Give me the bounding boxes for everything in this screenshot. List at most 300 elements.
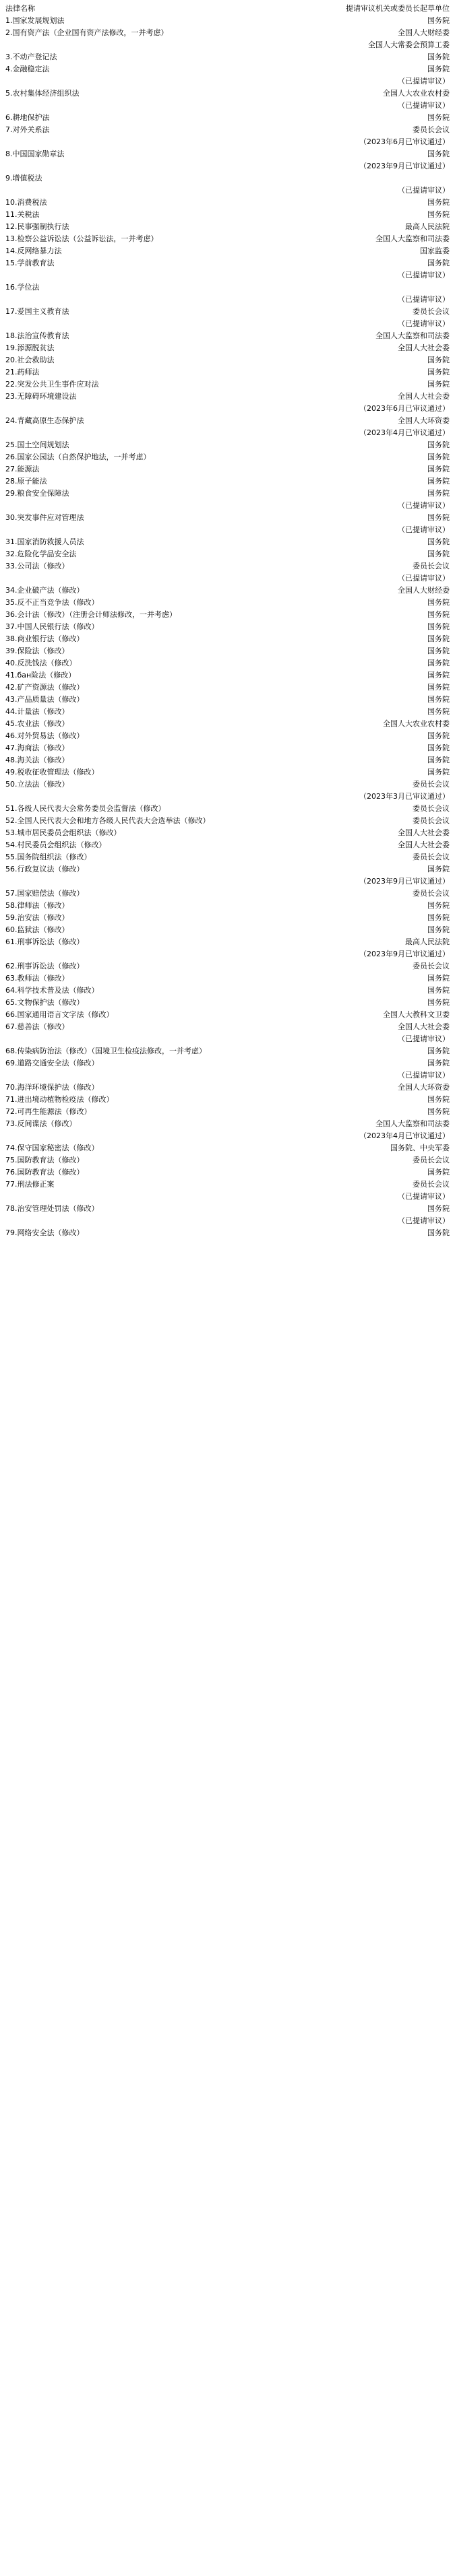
table-row <box>4 803 451 815</box>
law-name-cell: 1.国家发展规划法 <box>5 16 65 25</box>
law-name-cell: 72.可再生能源法（修改） <box>5 1107 92 1116</box>
submitting-org-cell: 国务院 <box>427 210 450 219</box>
submitting-org-cell: 国务院 <box>427 1059 450 1067</box>
table-row <box>4 221 451 233</box>
law-name-cell: 7.对外关系法 <box>5 125 50 134</box>
table-row <box>4 257 451 269</box>
table-row <box>4 572 451 585</box>
table-row <box>4 1069 451 1082</box>
submitting-org-cell: 委员长会议 <box>413 962 450 970</box>
table-row <box>4 512 451 524</box>
table-row <box>4 354 451 366</box>
law-name-cell <box>4 1033 245 1045</box>
submitting-org-cell: 国务院 <box>427 647 450 655</box>
law-name-cell: 47.海商法（修改） <box>5 744 69 752</box>
law-name-cell <box>4 524 245 536</box>
law-name-cell <box>4 876 245 888</box>
table-row <box>4 779 451 791</box>
table-row <box>4 827 451 839</box>
law-name-cell: 6.耕地保护法 <box>5 113 50 122</box>
law-name-cell: 42.矿产资源法（修改） <box>5 683 84 692</box>
table-row <box>4 403 451 415</box>
table-row <box>4 15 451 27</box>
table-row <box>4 124 451 136</box>
header-row <box>4 3 451 15</box>
law-name-cell: 69.道路交通安全法（修改） <box>5 1059 99 1067</box>
law-name-cell: 37.中国人民银行法（修改） <box>5 622 99 631</box>
submitting-org-cell: 全国人大社会委 <box>398 1022 450 1031</box>
law-name-cell: 68.传染病防治法（修改）（国境卫生检疫法修改，一并考虑） <box>5 1047 206 1055</box>
law-name-cell: 11.关税法 <box>5 210 40 219</box>
law-name-cell: 55.国务院组织法（修改） <box>5 853 92 861</box>
table-row <box>4 439 451 451</box>
submitting-org-cell: 国务院 <box>427 477 450 486</box>
law-name-cell: 5.农村集体经济组织法 <box>5 89 80 98</box>
submitting-org-cell: 全国人大监察和司法委 <box>375 1119 450 1128</box>
submitting-org-cell: （2023年9月已审议通过） <box>359 877 450 886</box>
law-name-cell: 2.国有资产法（企业国有资产法修改，一并考虑） <box>5 28 169 37</box>
submitting-org-cell: （已提请审议） <box>398 101 450 110</box>
submitting-org-cell: 全国人大社会委 <box>398 392 450 401</box>
table-row <box>4 1094 451 1106</box>
table-row <box>4 560 451 572</box>
law-name-cell: 63.教师法（修改） <box>5 974 69 983</box>
law-name-cell <box>4 318 245 330</box>
law-name-cell: 36.会计法（修改）（注册会计师法修改，一并考虑） <box>5 610 177 619</box>
submitting-org-cell: 委员长会议 <box>413 562 450 570</box>
submitting-org-cell: 国家监委 <box>420 246 450 255</box>
law-name-cell: 14.反网络暴力法 <box>5 246 62 255</box>
table-row <box>4 1106 451 1118</box>
table-row <box>4 391 451 403</box>
submitting-org-cell: （已提请审议） <box>398 501 450 510</box>
law-name-cell: 61.刑事诉讼法（修改） <box>5 937 84 946</box>
law-name-cell <box>4 39 245 51</box>
table-row <box>4 27 451 39</box>
law-name-cell: 59.治安法（修改） <box>5 913 69 922</box>
submitting-org-cell: 国务院 <box>427 380 450 389</box>
table-row <box>4 451 451 463</box>
submitting-org-cell: （2023年4月已审议通过） <box>359 1131 450 1140</box>
table-row <box>4 730 451 742</box>
table-row <box>4 609 451 621</box>
submitting-org-cell: 全国人大农业农村委 <box>383 719 450 728</box>
law-name-cell: 74.保守国家秘密法（修改） <box>5 1144 99 1152</box>
law-name-cell: 35.反不正当竞争法（修改） <box>5 598 99 607</box>
submitting-org-cell: 国务院 <box>427 550 450 558</box>
law-name-cell <box>4 160 245 172</box>
table-row <box>4 900 451 912</box>
law-name-cell: 48.海关法（修改） <box>5 756 69 764</box>
submitting-org-cell: 全国人大监察和司法委 <box>375 331 450 340</box>
table-row <box>4 488 451 500</box>
table-row <box>4 75 451 88</box>
table-row <box>4 88 451 100</box>
law-name-cell: 49.税收征收管理法（修改） <box>5 768 99 777</box>
law-name-cell: 21.药师法 <box>5 368 40 376</box>
table-row <box>4 706 451 718</box>
law-name-cell: 66.国家通用语言文字法（修改） <box>5 1010 114 1019</box>
table-row <box>4 645 451 657</box>
submitting-org-cell: 全国人大教科文卫委 <box>383 1010 450 1019</box>
law-name-cell: 10.消费税法 <box>5 198 47 207</box>
submitting-org-cell <box>245 172 451 185</box>
submitting-org-cell: 国务院 <box>427 440 450 449</box>
submitting-org-cell: （已提请审议） <box>398 1034 450 1043</box>
submitting-org-cell: 国务院 <box>427 356 450 364</box>
table-row <box>4 366 451 378</box>
law-name-cell: 44.计量法（修改） <box>5 707 69 716</box>
law-name-cell <box>4 294 245 306</box>
law-name-cell: 79.网络安全法（修改） <box>5 1228 84 1237</box>
law-name-cell: 45.农业法（修改） <box>5 719 69 728</box>
table-row <box>4 245 451 257</box>
table-row <box>4 815 451 827</box>
submitting-org-cell: 国务院 <box>427 659 450 667</box>
law-name-cell: 71.进出境动植物检疫法（修改） <box>5 1095 114 1104</box>
header-law-name: 法律名称 <box>5 4 35 13</box>
law-name-cell: 75.国防教育法（修改） <box>5 1156 84 1164</box>
submitting-org-cell: 国务院 <box>427 537 450 546</box>
table-row <box>4 1130 451 1142</box>
law-name-cell: 78.治安管理处罚法（修改） <box>5 1204 99 1213</box>
table-row <box>4 766 451 779</box>
law-name-cell: 16.学位法 <box>5 283 40 292</box>
submitting-org-cell: （已提请审议） <box>398 1216 450 1225</box>
table-row <box>4 415 451 427</box>
law-name-cell: 50.立法法（修改） <box>5 780 69 789</box>
law-name-cell <box>4 1069 245 1082</box>
table-row <box>4 742 451 754</box>
law-name-cell: 28.原子能法 <box>5 477 47 486</box>
law-name-cell: 33.公司法（修改） <box>5 562 69 570</box>
table-row <box>4 185 451 197</box>
submitting-org-cell: 委员长会议 <box>413 816 450 825</box>
law-name-cell: 32.危险化学品安全法 <box>5 550 77 558</box>
table-row <box>4 536 451 548</box>
submitting-org-cell: 委员长会议 <box>413 853 450 861</box>
law-name-cell: 41.бан险法（修改） <box>5 671 76 680</box>
submitting-org-cell: 国务院、中央军委 <box>390 1144 450 1152</box>
law-name-cell: 29.粮食安全保障法 <box>5 489 69 498</box>
table-row <box>4 378 451 391</box>
submitting-org-cell: 全国人大财经委 <box>398 28 450 37</box>
submitting-org-cell: （2023年9月已审议通过） <box>359 162 450 170</box>
law-name-cell: 3.不动产登记法 <box>5 53 57 61</box>
table-row <box>4 888 451 900</box>
table-row <box>4 912 451 924</box>
submitting-org-cell: 国务院 <box>427 683 450 692</box>
law-name-cell: 18.法治宣传教育法 <box>5 331 69 340</box>
table-row <box>4 282 451 294</box>
submitting-org-cell: 国务院 <box>427 453 450 461</box>
submitting-org-cell: 国务院 <box>427 198 450 207</box>
law-name-cell: 43.产品质量法（修改） <box>5 695 84 704</box>
table-row <box>4 269 451 282</box>
law-name-cell: 62.刑事诉讼法（修改） <box>5 962 84 970</box>
table-row <box>4 754 451 766</box>
submitting-org-cell: 国务院 <box>427 150 450 158</box>
submitting-org-cell: 国务院 <box>427 1047 450 1055</box>
submitting-org-cell: 国务院 <box>427 744 450 752</box>
submitting-org-cell: 全国人大环资委 <box>398 1083 450 1092</box>
submitting-org-cell: （已提请审议） <box>398 186 450 195</box>
law-name-cell: 19.添源脱贫法 <box>5 343 55 352</box>
submitting-org-cell: （已提请审议） <box>398 1192 450 1201</box>
law-name-cell: 23.无障碍环境建设法 <box>5 392 77 401</box>
submitting-org-cell: 国务院 <box>427 974 450 983</box>
submitting-org-cell: 国务院 <box>427 53 450 61</box>
law-name-cell <box>4 100 245 112</box>
submitting-org-cell: （2023年4月已审议通过） <box>359 428 450 437</box>
submitting-org-cell: 国务院 <box>427 65 450 73</box>
submitting-org-cell: 国务院 <box>427 610 450 619</box>
table-row <box>4 863 451 876</box>
submitting-org-cell: 国务院 <box>427 865 450 873</box>
table-row <box>4 1142 451 1154</box>
table-header <box>4 3 451 15</box>
table-row <box>4 876 451 888</box>
law-name-cell: 9.增值税法 <box>5 174 42 183</box>
law-name-cell: 57.国家赔偿法（修改） <box>5 889 84 898</box>
table-row <box>4 548 451 560</box>
legislative-plan-table <box>4 3 451 1239</box>
law-name-cell <box>4 427 245 439</box>
law-name-cell <box>4 948 245 960</box>
law-name-cell: 53.城市居民委员会组织法（修改） <box>5 828 121 837</box>
table-row <box>4 657 451 669</box>
law-name-cell: 20.社会救助法 <box>5 356 55 364</box>
submitting-org-cell: 国务院 <box>427 1204 450 1213</box>
submitting-org-cell: 国务院 <box>427 768 450 777</box>
law-name-cell: 70.海洋环境保护法（修改） <box>5 1083 99 1092</box>
table-row <box>4 148 451 160</box>
table-row <box>4 1203 451 1215</box>
submitting-org-cell: （2023年9月已审议通过） <box>359 950 450 958</box>
law-name-cell: 12.民事强制执行法 <box>5 222 69 231</box>
legislative-plan-table-container <box>0 0 455 1246</box>
table-row <box>4 100 451 112</box>
table-row <box>4 1082 451 1094</box>
table-row <box>4 694 451 706</box>
table-row <box>4 1166 451 1179</box>
table-row <box>4 463 451 475</box>
submitting-org-cell: （已提请审议） <box>398 525 450 534</box>
law-name-cell: 64.科学技术普及法（修改） <box>5 986 99 995</box>
law-name-cell: 26.国家公园法（自然保护地法，一并考虑） <box>5 453 151 461</box>
table-row <box>4 597 451 609</box>
table-row <box>4 318 451 330</box>
submitting-org-cell: 全国人大监察和司法委 <box>375 234 450 243</box>
submitting-org-cell: 委员长会议 <box>413 804 450 813</box>
table-row <box>4 718 451 730</box>
table-row <box>4 1033 451 1045</box>
table-row <box>4 51 451 63</box>
table-row <box>4 209 451 221</box>
submitting-org-cell: 委员长会议 <box>413 1156 450 1164</box>
law-name-cell <box>4 185 245 197</box>
submitting-org-cell: 国务院 <box>427 756 450 764</box>
table-row <box>4 233 451 245</box>
table-row <box>4 936 451 948</box>
submitting-org-cell: 委员长会议 <box>413 125 450 134</box>
law-name-cell: 24.青藏高原生态保护法 <box>5 416 84 425</box>
law-name-cell: 39.保险法（修改） <box>5 647 69 655</box>
law-name-cell: 13.检察公益诉讼法（公益诉讼法，一并考虑） <box>5 234 158 243</box>
law-name-cell <box>4 403 245 415</box>
law-name-cell <box>4 572 245 585</box>
table-row <box>4 342 451 354</box>
table-row <box>4 1191 451 1203</box>
submitting-org-cell: 国务院 <box>427 489 450 498</box>
submitting-org-cell: 全国人大社会委 <box>398 343 450 352</box>
table-row <box>4 585 451 597</box>
submitting-org-cell: （已提请审议） <box>398 295 450 304</box>
table-row <box>4 524 451 536</box>
table-body <box>4 15 451 1239</box>
law-name-cell: 30.突发事件应对管理法 <box>5 513 84 522</box>
law-name-cell: 22.突发公共卫生事件应对法 <box>5 380 99 389</box>
submitting-org-cell: 全国人大常委会预算工委 <box>368 40 450 49</box>
law-name-cell <box>4 791 245 803</box>
law-name-cell: 60.监狱法（修改） <box>5 925 69 934</box>
submitting-org-cell: 国务院 <box>427 1095 450 1104</box>
table-row <box>4 839 451 851</box>
submitting-org-cell: 国务院 <box>427 1107 450 1116</box>
submitting-org-cell: 委员长会议 <box>413 1180 450 1189</box>
table-row <box>4 669 451 682</box>
law-name-cell: 34.企业破产法（修改） <box>5 586 84 595</box>
law-name-cell: 58.律师法（修改） <box>5 901 69 910</box>
submitting-org-cell: 国务院 <box>427 731 450 740</box>
table-row <box>4 1179 451 1191</box>
submitting-org-cell: 国务院 <box>427 598 450 607</box>
table-row <box>4 960 451 972</box>
submitting-org-cell: （2023年6月已审议通过） <box>359 404 450 413</box>
submitting-org-cell: 全国人大财经委 <box>398 586 450 595</box>
submitting-org-cell: （已提请审议） <box>398 271 450 279</box>
submitting-org-cell: 国务院 <box>427 513 450 522</box>
submitting-org-cell: （2023年3月已审议通过） <box>359 792 450 801</box>
law-name-cell: 31.国家消防救援人员法 <box>5 537 84 546</box>
table-row <box>4 306 451 318</box>
table-row <box>4 1227 451 1239</box>
law-name-cell: 52.全国人民代表大会和地方各级人民代表大会选举法（修改） <box>5 816 210 825</box>
law-name-cell <box>4 75 245 88</box>
submitting-org-cell: 国务院 <box>427 925 450 934</box>
table-row <box>4 427 451 439</box>
submitting-org-cell: （已提请审议） <box>398 574 450 583</box>
submitting-org-cell: 国务院 <box>427 901 450 910</box>
table-row <box>4 1215 451 1227</box>
submitting-org-cell: 国务院 <box>427 368 450 376</box>
submitting-org-cell: 国务院 <box>427 1228 450 1237</box>
submitting-org-cell: （已提请审议） <box>398 1071 450 1080</box>
submitting-org-cell: 国务院 <box>427 465 450 473</box>
law-name-cell <box>4 1130 245 1142</box>
submitting-org-cell: 国务院 <box>427 707 450 716</box>
law-name-cell: 73.反间谍法（修改） <box>5 1119 77 1128</box>
submitting-org-cell: 国务院 <box>427 634 450 643</box>
table-row <box>4 997 451 1009</box>
law-name-cell: 46.对外贸易法（修改） <box>5 731 84 740</box>
submitting-org-cell: 国务院 <box>427 1168 450 1177</box>
law-name-cell: 38.商业银行法（修改） <box>5 634 84 643</box>
table-row <box>4 1009 451 1021</box>
submitting-org-cell: 国务院 <box>427 113 450 122</box>
submitting-org-cell: 委员长会议 <box>413 307 450 316</box>
table-row <box>4 633 451 645</box>
submitting-org-cell: 最高人民法院 <box>405 222 450 231</box>
table-row <box>4 1154 451 1166</box>
table-row <box>4 330 451 342</box>
submitting-org-cell: 国务院 <box>427 986 450 995</box>
table-row <box>4 172 451 185</box>
submitting-org-cell: 委员长会议 <box>413 889 450 898</box>
table-row <box>4 924 451 936</box>
law-name-cell: 40.反洗钱法（修改） <box>5 659 77 667</box>
submitting-org-cell: （2023年6月已审议通过） <box>359 137 450 146</box>
submitting-org-cell: 国务院 <box>427 998 450 1007</box>
law-name-cell: 51.各级人民代表大会常务委员会监督法（修改） <box>5 804 166 813</box>
table-row <box>4 1118 451 1130</box>
law-name-cell <box>4 1215 245 1227</box>
submitting-org-cell: 委员长会议 <box>413 780 450 789</box>
submitting-org-cell: 国务院 <box>427 259 450 267</box>
header-submitting-org: 提请审议机关或委员长起草单位 <box>346 4 450 13</box>
submitting-org-cell <box>245 282 451 294</box>
submitting-org-cell: 全国人大社会委 <box>398 828 450 837</box>
submitting-org-cell: 国务院 <box>427 695 450 704</box>
table-row <box>4 621 451 633</box>
submitting-org-cell: 全国人大农业农村委 <box>383 89 450 98</box>
law-name-cell: 27.能源法 <box>5 465 40 473</box>
table-row <box>4 500 451 512</box>
law-name-cell <box>4 1191 245 1203</box>
table-row <box>4 972 451 985</box>
law-name-cell: 76.国防教育法（修改） <box>5 1168 84 1177</box>
table-row <box>4 475 451 488</box>
law-name-cell: 25.国土空间规划法 <box>5 440 69 449</box>
law-name-cell: 77.刑法修正案 <box>5 1180 55 1189</box>
table-row <box>4 197 451 209</box>
law-name-cell <box>4 136 245 148</box>
table-row <box>4 1021 451 1033</box>
submitting-org-cell: 国务院 <box>427 913 450 922</box>
law-name-cell: 15.学前教育法 <box>5 259 55 267</box>
table-row <box>4 851 451 863</box>
law-name-cell: 56.行政复议法（修改） <box>5 865 84 873</box>
law-name-cell: 4.金融稳定法 <box>5 65 50 73</box>
law-name-cell: 8.中国国家勋章法 <box>5 150 65 158</box>
table-row <box>4 791 451 803</box>
table-row <box>4 1045 451 1057</box>
table-row <box>4 1057 451 1069</box>
submitting-org-cell: （已提请审议） <box>398 77 450 86</box>
submitting-org-cell: 国务院 <box>427 671 450 680</box>
submitting-org-cell: 国务院 <box>427 622 450 631</box>
law-name-cell <box>4 269 245 282</box>
submitting-org-cell: （已提请审议） <box>398 319 450 328</box>
submitting-org-cell: 最高人民法院 <box>405 937 450 946</box>
table-row <box>4 948 451 960</box>
table-row <box>4 294 451 306</box>
table-row <box>4 63 451 75</box>
law-name-cell <box>4 500 245 512</box>
submitting-org-cell: 国务院 <box>427 16 450 25</box>
table-row <box>4 39 451 51</box>
law-name-cell: 17.爱国主义教育法 <box>5 307 69 316</box>
